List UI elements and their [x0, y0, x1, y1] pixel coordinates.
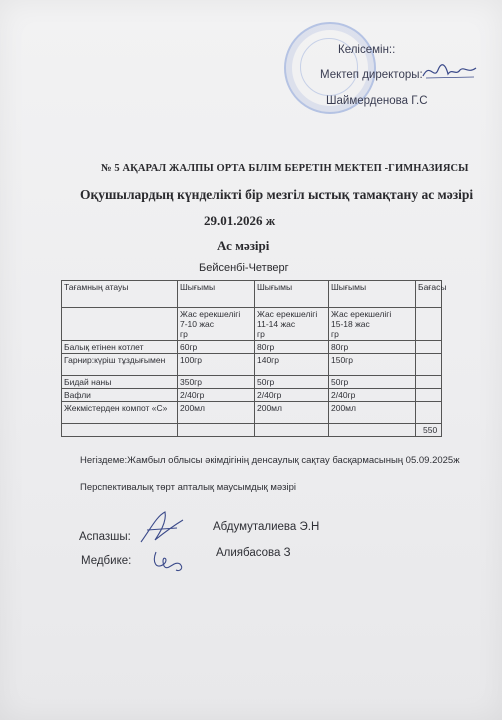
portion-cell: 2/40гр: [329, 389, 416, 402]
basis-note: Негіздеме:Жамбыл облысы әкімдігінің денсаулық сақтау басқармасының 05.09.2025ж: [80, 455, 460, 466]
dish-cell: Балық етінен котлет: [62, 341, 178, 354]
table-header-row: [62, 281, 442, 308]
menu-days: Бейсенбі-Четверг: [199, 262, 289, 274]
portion-cell: [178, 424, 255, 437]
dish-cell: Жекмістерден компот «С»: [62, 402, 178, 424]
price-cell: [416, 402, 442, 424]
table-total-row: [62, 424, 442, 437]
approval-director-label: Мектеп директоры:: [320, 69, 423, 81]
menu-date: 29.01.2026 ж: [204, 213, 276, 228]
menu-table: [61, 280, 447, 437]
header-cell: Бағасы: [416, 281, 442, 308]
header-cell: Шығымы: [329, 281, 416, 308]
age-cell: Жас ерекшелігі 7-10 жас гр: [178, 308, 255, 341]
portion-cell: 350гр: [178, 376, 255, 389]
dish-cell: [62, 424, 178, 437]
price-cell: [416, 389, 442, 402]
table-row: [62, 389, 442, 402]
portion-cell: 60гр: [178, 341, 255, 354]
price-cell: [416, 376, 442, 389]
portion-cell: [255, 424, 329, 437]
nurse-name: Алиябасова З: [216, 547, 291, 559]
menu-title: Оқушылардың күнделікті бір мезгіл ыстық тамақтану ас мәзірі: [80, 187, 474, 202]
school-name: № 5 АҚАРАЛ ЖАЛПЫ ОРТА БІЛІМ БЕРЕТІН МЕКТЕП -ГИМНАЗИЯСЫ: [101, 163, 469, 174]
portion-cell: 200мл: [329, 402, 416, 424]
price-cell: [416, 354, 442, 376]
age-cell: Жас ерекшелігі 11-14 жас гр: [255, 308, 329, 341]
nurse-label: Медбике:: [81, 555, 132, 567]
portion-cell: 80гр: [255, 341, 329, 354]
cook-name: Абдумуталиева Э.Н: [213, 521, 320, 533]
portion-cell: 150гр: [329, 354, 416, 376]
total-price-cell: 550: [416, 424, 442, 437]
portion-cell: [329, 424, 416, 437]
dish-cell: Бидай наны: [62, 376, 178, 389]
cook-label: Аспазшы:: [79, 531, 131, 543]
dish-cell: Гарнир:күріш тұздығымен: [62, 354, 178, 376]
portion-cell: 100гр: [178, 354, 255, 376]
portion-cell: 200мл: [255, 402, 329, 424]
table-row: [62, 376, 442, 389]
portion-cell: 80гр: [329, 341, 416, 354]
director-signature: [420, 58, 480, 84]
nurse-signature: [150, 542, 190, 576]
price-cell: [416, 341, 442, 354]
age-cell: [62, 308, 178, 341]
portion-cell: 200мл: [178, 402, 255, 424]
dish-cell: Вафли: [62, 389, 178, 402]
age-cell: [416, 308, 442, 341]
approval-agreed-label: Келісемін::: [338, 44, 396, 56]
menu-label: Ас мәзірі: [217, 238, 270, 253]
age-cell: Жас ерекшелігі 15-18 жас гр: [329, 308, 416, 341]
header-cell: Тағамның атауы: [62, 281, 178, 308]
portion-cell: 2/40гр: [255, 389, 329, 402]
portion-cell: 50гр: [329, 376, 416, 389]
perspective-note: Перспективалық төрт апталық маусымдық мәзірі: [80, 482, 297, 493]
table-row: [62, 402, 442, 424]
approval-director-name: Шаймерденова Г.С: [326, 95, 428, 107]
table-row: [62, 341, 442, 354]
portion-cell: 140гр: [255, 354, 329, 376]
header-cell: Шығымы: [255, 281, 329, 308]
portion-cell: 2/40гр: [178, 389, 255, 402]
header-cell: Шығымы: [178, 281, 255, 308]
portion-cell: 50гр: [255, 376, 329, 389]
table-row: [62, 354, 442, 376]
table-age-row: [62, 308, 442, 341]
